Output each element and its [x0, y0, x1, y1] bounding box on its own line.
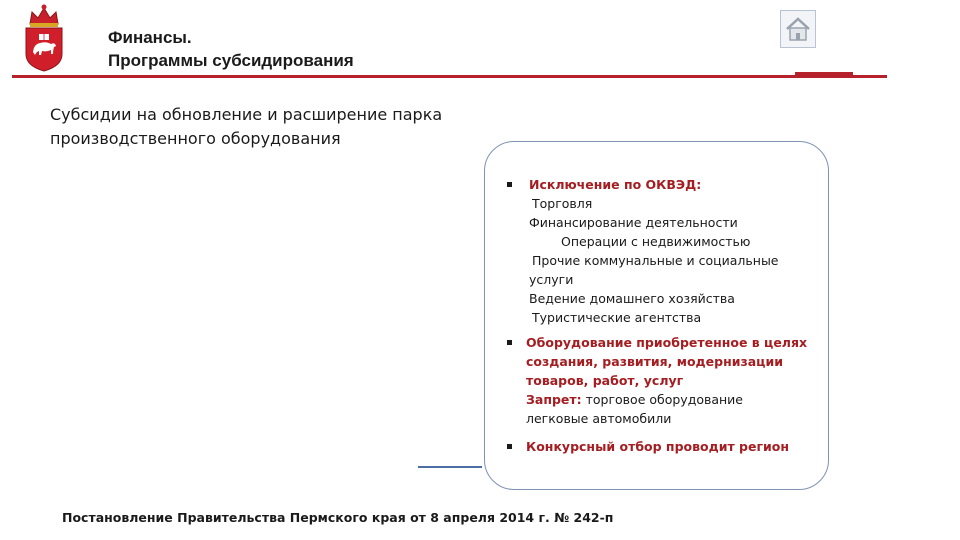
page-header-title	[108, 26, 354, 72]
page-title	[50, 103, 442, 151]
selection-text: Конкурсный отбор проводит регион	[526, 439, 789, 454]
okved-line: Туристические агентства	[532, 310, 702, 325]
ban-label: Запрет:	[526, 392, 582, 407]
ban-line2: легковые автомобили	[526, 411, 672, 426]
list-item-equipment	[526, 333, 807, 428]
footer-reference: Постановление Правительства Пермского края от 8 апреля 2014 г. № 242-п	[62, 510, 614, 525]
header-divider	[12, 75, 887, 78]
header-divider-accent	[795, 72, 853, 75]
okved-line: Ведение домашнего хозяйства	[529, 291, 735, 306]
equipment-line: создания, развития, модернизации	[526, 354, 783, 369]
okved-line: Операции с недвижимостью	[561, 234, 751, 249]
bullet-marker	[507, 444, 512, 449]
okved-line: Торговля	[532, 196, 593, 211]
page-title-line2: производственного оборудования	[50, 129, 341, 148]
connector-line	[418, 466, 482, 468]
info-card	[484, 141, 829, 490]
header-title-line1: Финансы.	[108, 28, 192, 47]
page-title-line1: Субсидии на обновление и расширение парка	[50, 105, 443, 124]
home-button[interactable]	[780, 10, 816, 48]
okved-line: услуги	[529, 272, 574, 287]
equipment-line: товаров, работ, услуг	[526, 373, 684, 388]
equipment-line: Оборудование приобретенное в целях	[526, 335, 808, 350]
header-title-line2: Программы субсидирования	[108, 51, 354, 70]
list-item-selection	[526, 437, 789, 456]
bullet-marker	[507, 182, 512, 187]
okved-title: Исключение по ОКВЭД:	[529, 177, 702, 192]
home-icon	[785, 17, 811, 41]
list-item-okved	[529, 175, 779, 327]
ban-text: торговое оборудование	[581, 392, 743, 407]
coat-of-arms-icon	[20, 2, 68, 72]
okved-line: Финансирование деятельности	[529, 215, 738, 230]
bullet-marker	[507, 340, 512, 345]
okved-line: Прочие коммунальные и социальные	[532, 253, 779, 268]
